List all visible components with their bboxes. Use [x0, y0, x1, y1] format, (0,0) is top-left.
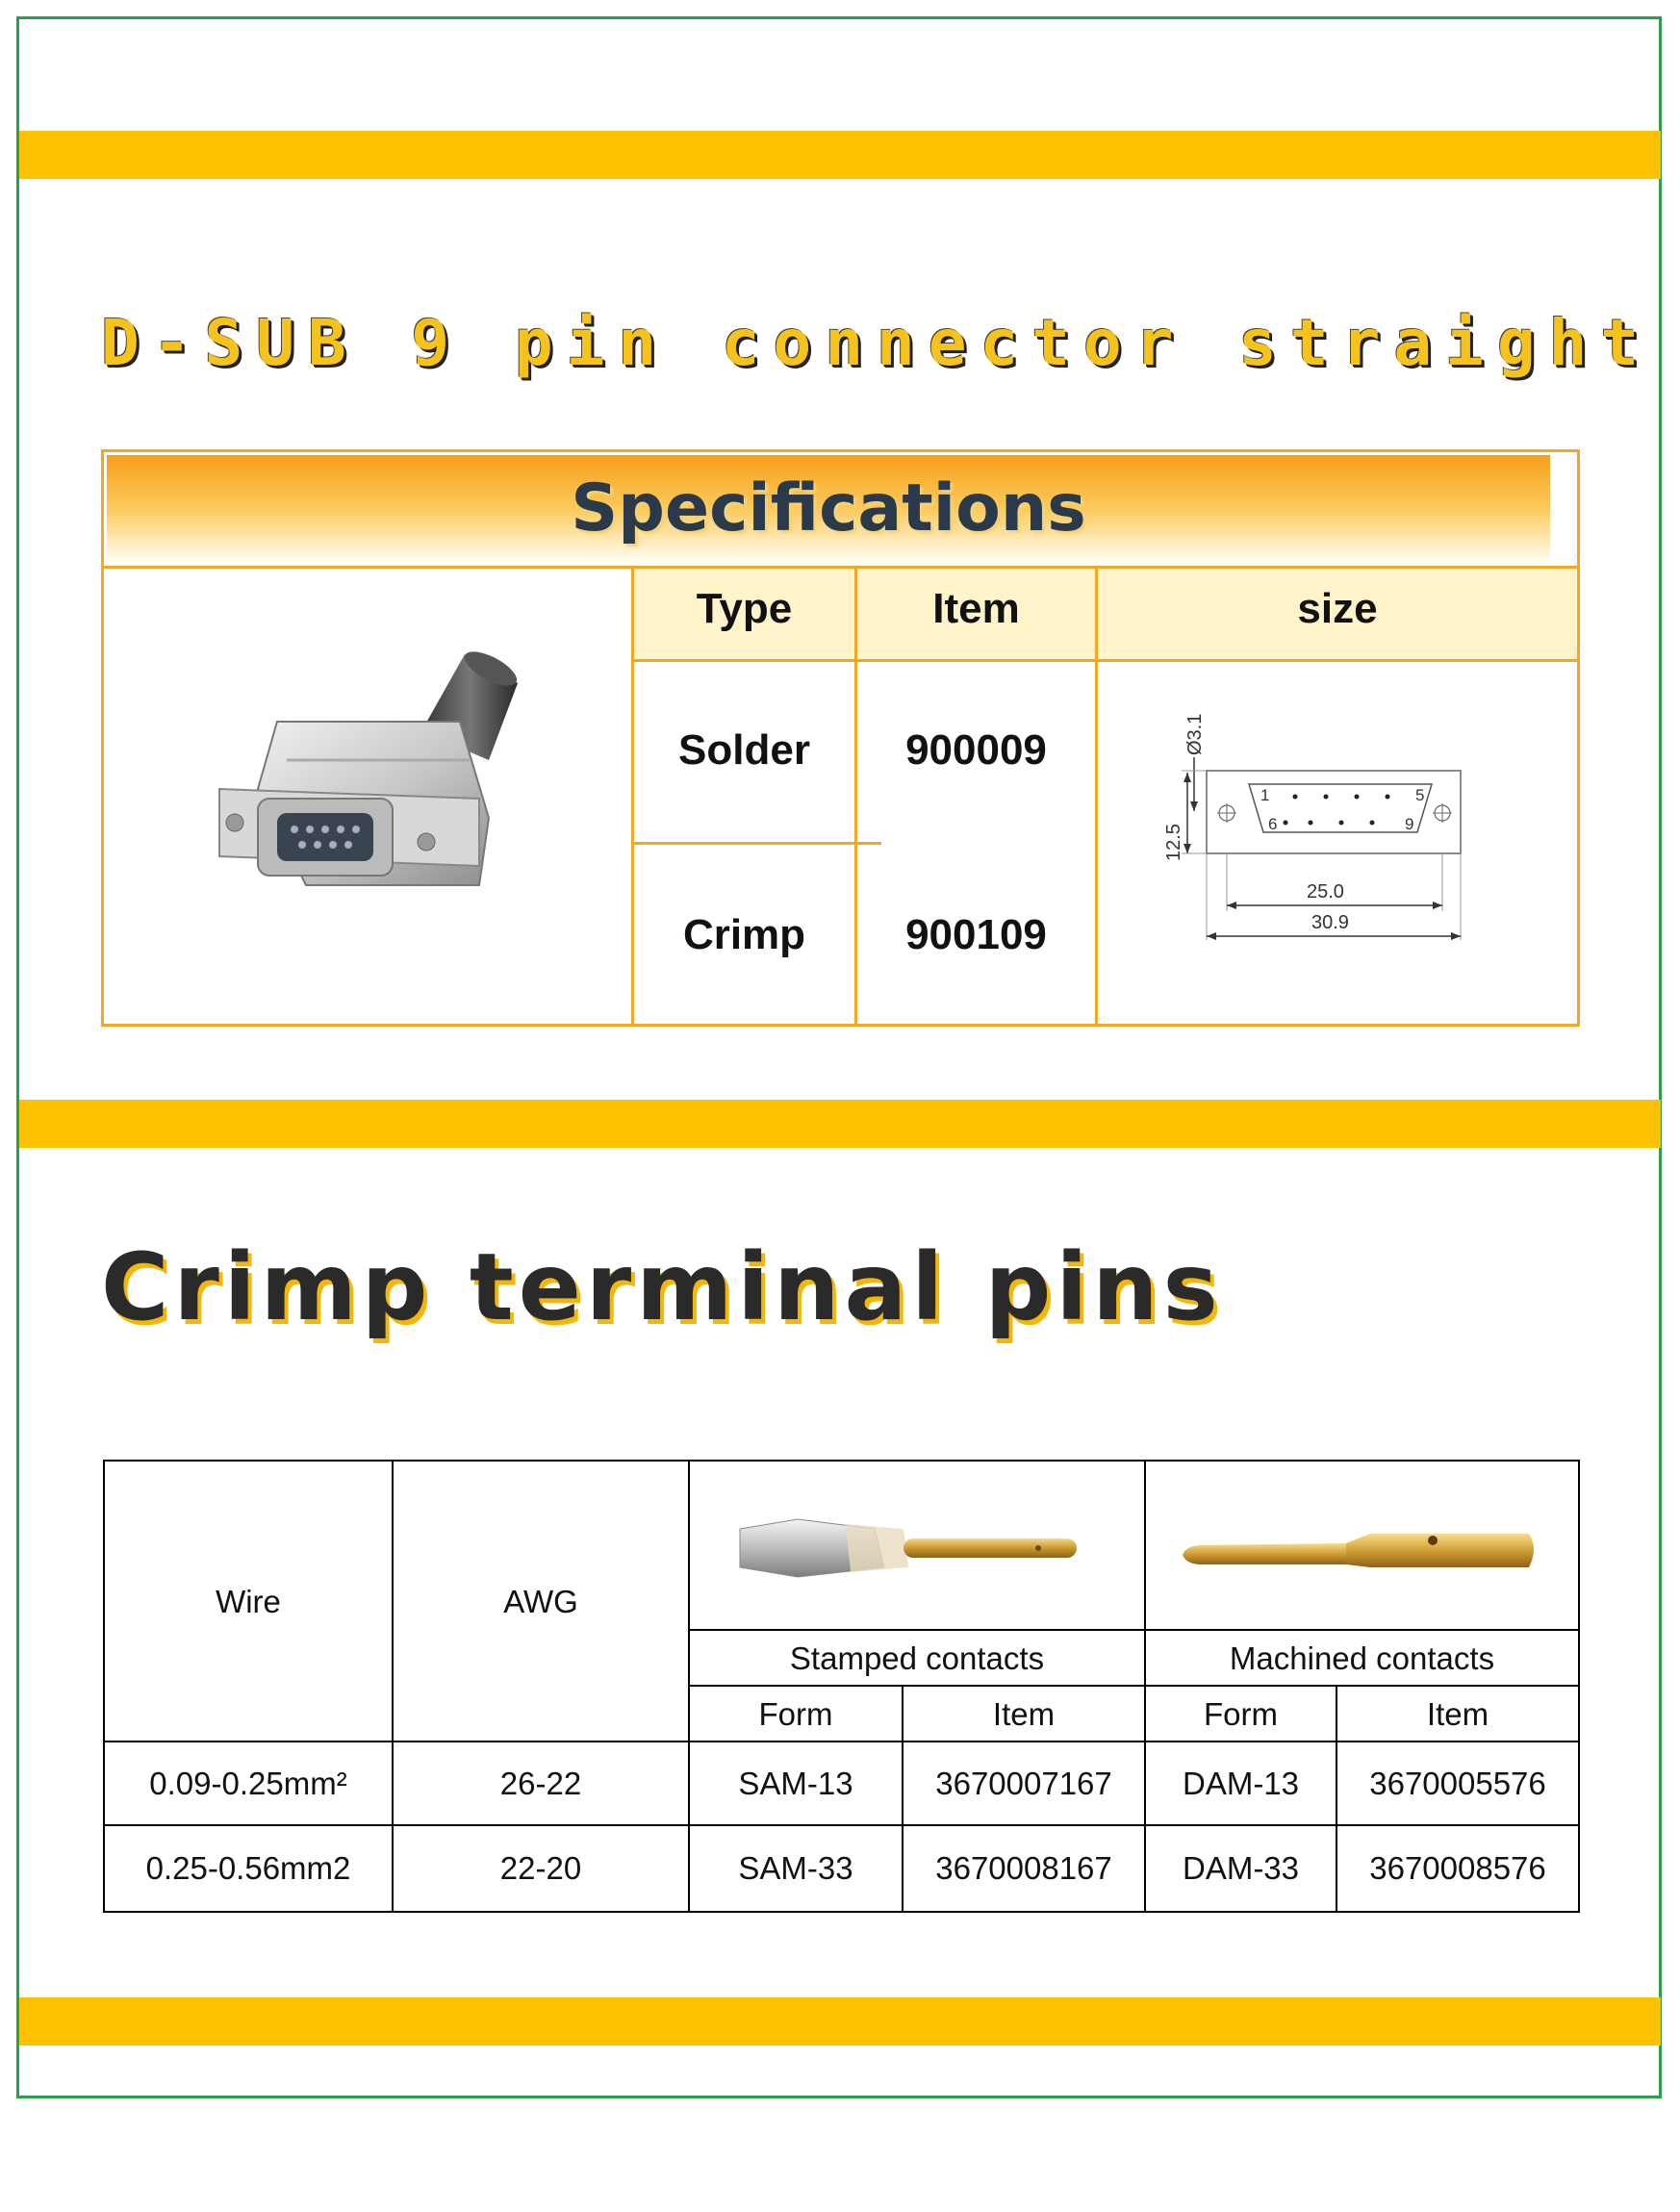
- machined-contact-photo: [1173, 1495, 1558, 1601]
- spec-header: [107, 455, 1550, 561]
- row-solder-item: 900009: [905, 726, 1047, 774]
- pin-label-1: 1: [1260, 786, 1270, 804]
- row-crimp-type: Crimp: [682, 911, 806, 958]
- header-stamped-form: Form: [758, 1696, 833, 1732]
- row1-wire: 0.09-0.25mm²: [149, 1766, 347, 1801]
- row1-machined-form: DAM-13: [1182, 1766, 1300, 1801]
- yellow-band-bottom: [19, 1997, 1661, 2046]
- row1-machined-item: 3670005576: [1369, 1766, 1546, 1801]
- connector-title: D-SUB 9 pin connector straight: [101, 306, 1653, 380]
- yellow-band-top: [19, 131, 1661, 179]
- row2-awg: 22-20: [499, 1850, 582, 1886]
- row1-awg: 26-22: [499, 1766, 582, 1801]
- row-solder-type: Solder: [678, 726, 810, 774]
- header-machined-form: Form: [1204, 1696, 1278, 1732]
- row2-machined-item: 3670008576: [1369, 1850, 1546, 1886]
- dim-pitch: 25.0: [1307, 881, 1344, 903]
- header-machined-item: Item: [1426, 1696, 1489, 1732]
- crimp-pins-table: [103, 1460, 1580, 1913]
- row2-stamped-form: SAM-33: [738, 1850, 853, 1886]
- col-header-type: Type: [696, 585, 793, 632]
- row2-machined-form: DAM-33: [1182, 1850, 1300, 1886]
- pin-label-9: 9: [1405, 815, 1414, 833]
- header-stamped-contacts: Stamped contacts: [789, 1640, 1045, 1676]
- specifications-table: [101, 449, 1580, 1027]
- pin-label-5: 5: [1415, 786, 1425, 804]
- dimension-drawing: [1143, 688, 1566, 977]
- col-header-item: Item: [932, 585, 1020, 632]
- header-wire: Wire: [216, 1584, 281, 1619]
- row1-stamped-form: SAM-13: [738, 1766, 853, 1801]
- row1-stamped-item: 3670007167: [935, 1766, 1112, 1801]
- header-stamped-item: Item: [992, 1696, 1056, 1732]
- pin-label-6: 6: [1268, 815, 1278, 833]
- row2-wire: 0.25-0.56mm2: [145, 1850, 351, 1886]
- dim-height: 12.5: [1163, 824, 1184, 861]
- row2-stamped-item: 3670008167: [935, 1850, 1112, 1886]
- dim-width: 30.9: [1311, 912, 1349, 933]
- header-awg: AWG: [503, 1584, 578, 1619]
- spec-header-text: Specifications: [571, 470, 1086, 547]
- crimp-pins-title: Crimp terminal pins: [101, 1233, 1223, 1341]
- header-machined-contacts: Machined contacts: [1229, 1640, 1495, 1676]
- dim-diameter: Ø3.1: [1184, 713, 1206, 755]
- yellow-band-middle: [19, 1100, 1661, 1148]
- col-header-size: size: [1297, 585, 1378, 632]
- dsub-connector-photo: [200, 645, 566, 933]
- stamped-contact-photo: [730, 1490, 1115, 1606]
- row-crimp-item: 900109: [905, 911, 1047, 958]
